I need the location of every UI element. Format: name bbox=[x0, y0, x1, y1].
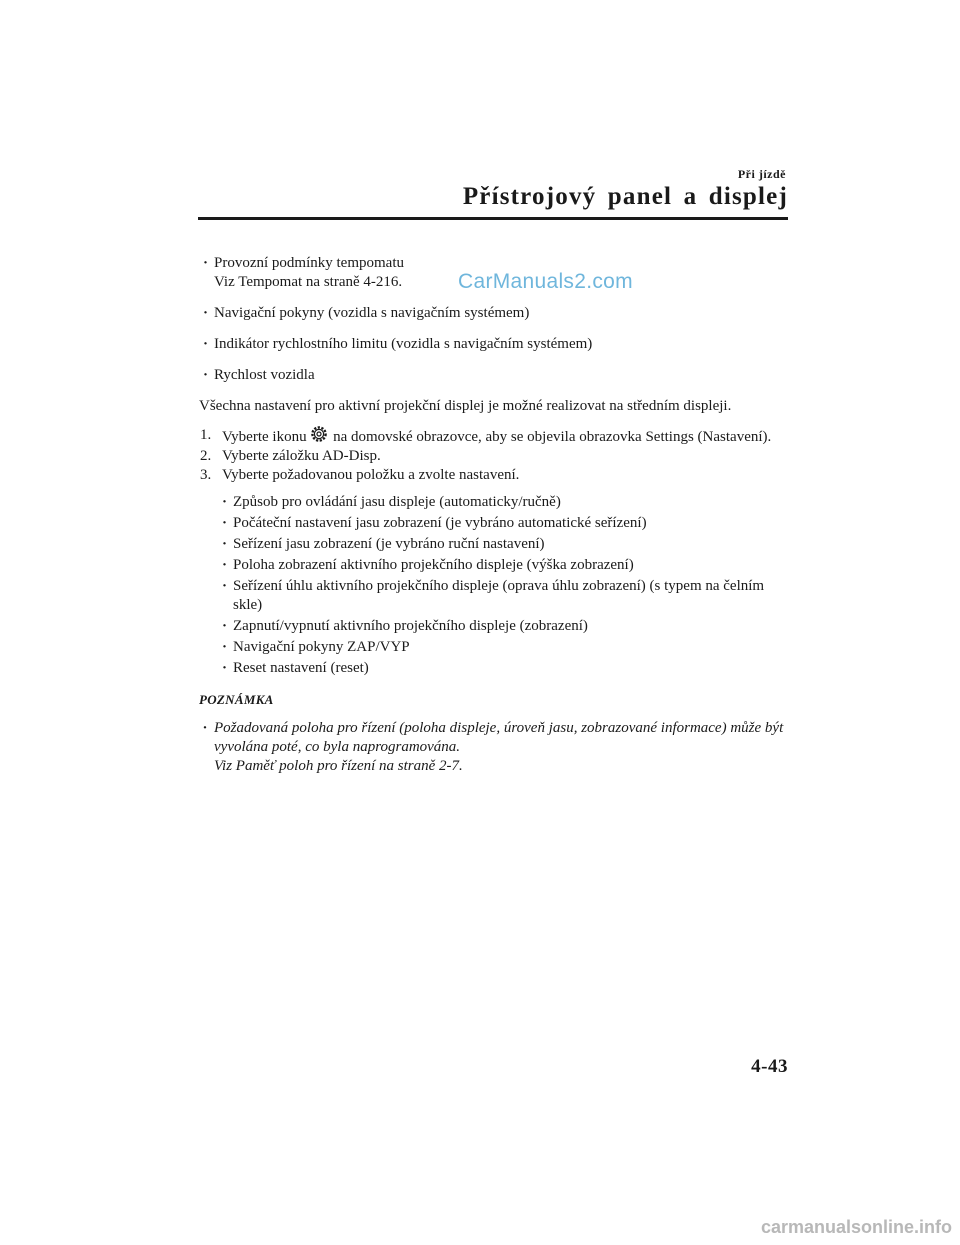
note-heading: POZNÁMKA bbox=[199, 692, 274, 707]
list-item bbox=[199, 254, 789, 292]
list-item: · Seřízení jasu zobrazení (je vybráno ruční nastavení) bbox=[218, 535, 789, 554]
note-item bbox=[199, 719, 789, 776]
footer-brand: carmanualsonline.info bbox=[760, 1217, 952, 1237]
gear-icon bbox=[311, 426, 327, 442]
settings-list bbox=[218, 493, 789, 678]
list-item bbox=[199, 366, 789, 385]
step-number: 2. bbox=[200, 448, 212, 464]
cross-reference: Viz Paměť poloh pro řízení na straně 2-7. bbox=[214, 758, 463, 774]
list-item bbox=[199, 304, 789, 323]
list-item-text: Navigační pokyny (vozidla s navigačním systémem) bbox=[214, 305, 530, 321]
page-number: 4-43 bbox=[751, 1056, 788, 1077]
list-item-text: Indikátor rychlostního limitu (vozidla s navigačním systémem) bbox=[214, 336, 593, 352]
list-item bbox=[199, 335, 789, 354]
list-item: · Reset nastavení (reset) bbox=[218, 659, 789, 678]
list-item-text: Provozní podmínky tempomatu bbox=[214, 255, 404, 271]
page-content bbox=[199, 254, 789, 776]
list-item-text: Rychlost vozidla bbox=[214, 367, 315, 383]
intro-paragraph: Všechna nastavení pro aktivní projekční displej je možné realizovat na středním displeji. bbox=[199, 398, 732, 414]
step-item bbox=[199, 466, 789, 485]
step-text-before-icon: Vyberte ikonu bbox=[222, 429, 307, 445]
list-item: · Počáteční nastavení jasu zobrazení (je vybráno automatické seřízení) bbox=[218, 514, 789, 533]
step-item bbox=[199, 447, 789, 466]
step-text-after-icon: na domovské obrazovce, aby se objevila obrazovka Settings (Nastavení). bbox=[333, 429, 772, 445]
list-item: · Navigační pokyny ZAP/VYP bbox=[218, 638, 789, 657]
note-text: Požadovaná poloha pro řízení (poloha displeje, úroveň jasu, zobrazované informace) může být vyvolána poté, co byla naprogramována. bbox=[214, 720, 784, 755]
section-label: Při jízdě bbox=[737, 167, 786, 181]
note-list bbox=[199, 719, 789, 776]
header-rule bbox=[198, 217, 788, 220]
step-text: Vyberte požadovanou položku a zvolte nastavení. bbox=[222, 467, 520, 483]
step-number: 3. bbox=[200, 467, 212, 483]
list-item: · Poloha zobrazení aktivního projekčního displeje (výška zobrazení) bbox=[218, 556, 789, 575]
chapter-title: Přístrojový panel a displej bbox=[462, 183, 788, 210]
step-number: 1. bbox=[200, 427, 212, 443]
step-item bbox=[199, 426, 789, 447]
step-text: Vyberte záložku AD-Disp. bbox=[222, 448, 381, 464]
list-item: · Způsob pro ovládání jasu displeje (automaticky/ručně) bbox=[218, 493, 789, 512]
list-item: · Zapnutí/vypnutí aktivního projekčního displeje (zobrazení) bbox=[218, 617, 789, 636]
steps-list bbox=[199, 426, 789, 485]
watermark-text: CarManuals2.com bbox=[458, 270, 633, 293]
cross-reference: Viz Tempomat na straně 4-216. bbox=[214, 274, 403, 290]
list-item: · Seřízení úhlu aktivního projekčního displeje (oprava úhlu zobrazení) (s typem na čelním skle) bbox=[218, 577, 789, 615]
feature-list bbox=[199, 254, 789, 385]
